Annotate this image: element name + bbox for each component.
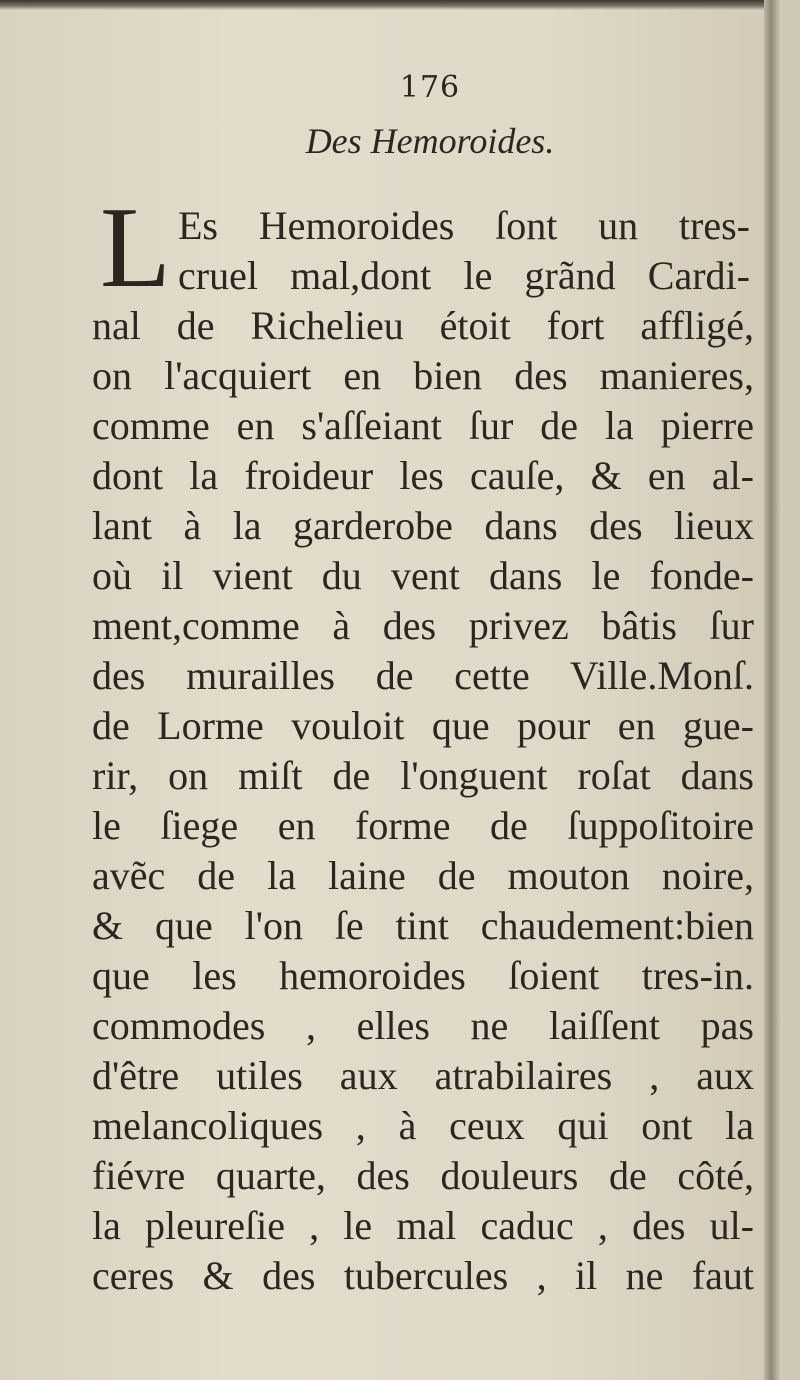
text-line: fiévre quarte, des douleurs de côté, [92, 1153, 754, 1198]
text-line: commodes , elles ne laiſſent pas [92, 1003, 754, 1048]
text-line: on l'acquiert en bien des manieres, [92, 353, 754, 398]
text-line: avẽc de la laine de mouton noire, [92, 853, 754, 898]
text-line: le ſiege en forme de ſuppoſitoire [92, 803, 754, 848]
text-line: la pleureſie , le mal caduc , des ul- [92, 1203, 754, 1248]
text-line: comme en s'aſſeiant ſur de la pierre [92, 403, 754, 448]
text-line: melancoliques , à ceux qui ont la [92, 1103, 754, 1148]
text-line: nal de Richelieu étoit fort affligé, [92, 303, 754, 348]
text-line: lant à la garderobe dans des lieux [92, 503, 754, 548]
text-line: d'être utiles aux atrabilaires , aux [92, 1053, 754, 1098]
page-right-edge [764, 0, 782, 1380]
text-line: cruel mal,dont le grãnd Cardi- [178, 253, 750, 298]
page-number: 176 [399, 70, 461, 105]
text-line: ceres & des tubercules , il ne faut [92, 1253, 754, 1298]
page-top-edge [0, 0, 782, 10]
text-line: où il vient du vent dans le fonde- [92, 553, 754, 598]
text-line: dont la froideur les cauſe, & en al- [92, 453, 754, 498]
text-line: de Lorme vouloit que pour en gue- [92, 703, 754, 748]
text-line: que les hemoroides ſoient tres-in. [92, 953, 754, 998]
text-line: rir, on miſt de l'onguent roſat dans [92, 753, 754, 798]
text-line: & que l'on ſe tint chaudement:bien [92, 903, 754, 948]
chapter-title: Des Hemoroides. [305, 121, 555, 161]
text-line: Es Hemoroides ſont un tres- [178, 203, 750, 248]
text-line: des murailles de cette Ville.Monſ. [92, 653, 754, 698]
text-line: ment,comme à des privez bâtis ſur [92, 603, 754, 648]
drop-cap: L [100, 184, 171, 312]
